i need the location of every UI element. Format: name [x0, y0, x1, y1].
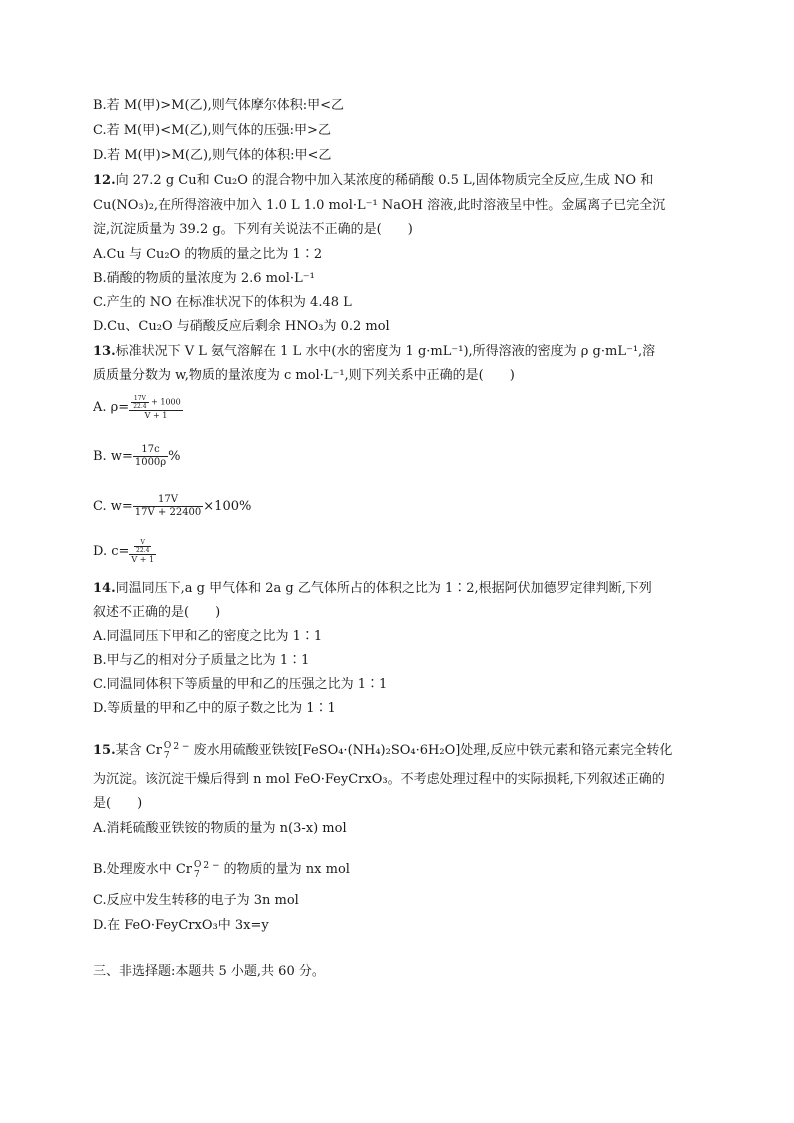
q12-stem-line2: Cu(NO₃)₂,在所得溶液中加入 1.0 L 1.0 mol·L⁻¹ NaOH 溶液,此时溶液呈中性。金属离子已完全沉	[93, 198, 666, 213]
q13-option-a[interactable]	[93, 393, 183, 423]
q13-stem-line1	[93, 343, 655, 361]
q15-b-ion-o: O	[193, 859, 202, 870]
q11-option-c[interactable]: C.若 M(甲)<M(乙),则气体的压强:甲>乙	[93, 123, 331, 138]
q15-stem-line1	[93, 738, 672, 761]
q13-a-num-tail: + 1000	[151, 397, 181, 406]
q12-text-1: 向 27.2 g Cu和 Cu₂O 的混合物中加入某浓度的稀硝酸 0.5 L,固体物质完全反应,生成 NO 和	[115, 173, 654, 188]
q15-option-c[interactable]: C.反应中发生转移的电子为 3n mol	[93, 893, 299, 908]
q12-option-c[interactable]: C.产生的 NO 在标准状况下的体积为 4.48 L	[93, 295, 352, 310]
q15-ion-charge: 2 −	[173, 742, 190, 752]
q13-d-fraction	[129, 539, 156, 565]
q12-stem-line3: 淀,沉淀质量为 39.2 g。下列有关说法不正确的是( )	[93, 222, 413, 237]
q12-option-d[interactable]: D.Cu、Cu₂O 与硝酸反应后剩余 HNO₃为 0.2 mol	[93, 319, 390, 334]
q12-stem-line1	[93, 172, 653, 190]
q15-option-d[interactable]: D.在 FeO·FeyCrxO₃中 3x=y	[93, 918, 269, 933]
q13-a-den: V + 1	[144, 410, 168, 420]
q14-option-c[interactable]: C.同温同体积下等质量的甲和乙的压强之比为 1∶1	[93, 677, 388, 692]
q15-stem-line2: 为沉淀。该沉淀干燥后得到 n mol FeO·FeyCrxO₃。不考虑处理过程中的实际损耗,下列叙述正确的	[93, 772, 665, 787]
q13-b-den: 1000ρ	[134, 457, 167, 468]
q13-d-den: V + 1	[131, 554, 155, 564]
q11-option-d[interactable]: D.若 M(甲)>M(乙),则气体的体积:甲<乙	[93, 148, 332, 163]
q14-number: 14.	[93, 581, 116, 596]
q12-option-a[interactable]: A.Cu 与 Cu₂O 的物质的量之比为 1∶2	[93, 247, 323, 262]
q13-c-den: 17V + 22400	[134, 507, 202, 518]
q15-b-text-2: 的物质的量为 nx mol	[219, 862, 350, 877]
q13-text-1: 标准状况下 V L 氨气溶解在 1 L 水中(水的密度为 1 g·mL⁻¹),所得溶液的密度为 ρ g·mL⁻¹,溶	[115, 344, 656, 359]
q13-b-tail: %	[168, 449, 181, 464]
q13-a-inner-den: 22.4	[133, 402, 147, 410]
q13-b-num: 17c	[133, 444, 168, 457]
q15-b-ion-charge: 2 −	[203, 861, 220, 871]
q15-ion-o: O	[163, 740, 172, 751]
q13-stem-line2: 质质量分数为 w,物质的量浓度为 c mol·L⁻¹,则下列关系中正确的是( )	[93, 368, 515, 383]
q13-number: 13.	[93, 344, 116, 359]
q15-b-text-1: B.处理废水中 Cr	[93, 862, 192, 877]
q14-option-d[interactable]: D.等质量的甲和乙中的原子数之比为 1∶1	[93, 701, 336, 716]
q13-a-fraction	[129, 395, 183, 421]
section-3-heading: 三、非选择题:本题共 5 小题,共 60 分。	[93, 964, 325, 979]
q13-b-label: B. w=	[93, 449, 133, 464]
q13-a-label: A. ρ=	[93, 400, 130, 415]
q15-dichromate-ion	[164, 741, 171, 761]
q13-c-fraction	[133, 494, 204, 519]
q13-d-label: D. c=	[93, 544, 130, 559]
q15-number: 15.	[93, 743, 116, 758]
q14-text-1: 同温同压下,a g 甲气体和 2a g 乙气体所占的体积之比为 1∶2,根据阿伏加德罗定律判断,下列	[115, 581, 652, 596]
q15-option-a[interactable]: A.消耗硫酸亚铁铵的物质的量为 n(3-x) mol	[93, 821, 347, 836]
q11-option-b[interactable]: B.若 M(甲)>M(乙),则气体摩尔体积:甲<乙	[93, 98, 345, 113]
q13-c-label: C. w=	[93, 499, 133, 514]
q15-text-1a: 某含 Cr	[115, 743, 162, 758]
q13-c-tail: ×100%	[203, 499, 252, 514]
q15-text-1b: 废水用硫酸亚铁铵[FeSO₄·(NH₄)₂SO₄·6H₂O]处理,反应中铁元素和铬元素完全转化	[189, 743, 673, 758]
q14-stem-line1	[93, 580, 652, 598]
q15-stem-line3: 是( )	[93, 796, 143, 811]
q13-option-b[interactable]	[93, 442, 181, 472]
q13-option-c[interactable]	[93, 492, 251, 522]
q15-ion-7: 7	[163, 750, 170, 761]
q15-b-dichromate-ion	[194, 860, 201, 880]
q12-option-b[interactable]: B.硝酸的物质的量浓度为 2.6 mol·L⁻¹	[93, 271, 315, 286]
q15-b-ion-7: 7	[193, 869, 200, 880]
q13-a-inner-num: 17V	[131, 395, 148, 403]
q14-option-a[interactable]: A.同温同压下甲和乙的密度之比为 1∶1	[93, 629, 323, 644]
q13-b-fraction	[133, 444, 168, 469]
q12-number: 12.	[93, 173, 116, 188]
q13-c-num: 17V	[133, 494, 204, 507]
q13-option-d[interactable]	[93, 537, 156, 567]
q14-stem-line2: 叙述不正确的是( )	[93, 605, 221, 620]
q14-option-b[interactable]: B.甲与乙的相对分子质量之比为 1∶1	[93, 653, 310, 668]
q13-d-inner-den: 22.4	[136, 546, 150, 554]
q15-option-b[interactable]	[93, 857, 350, 880]
q13-d-inner-num: V	[134, 539, 151, 547]
